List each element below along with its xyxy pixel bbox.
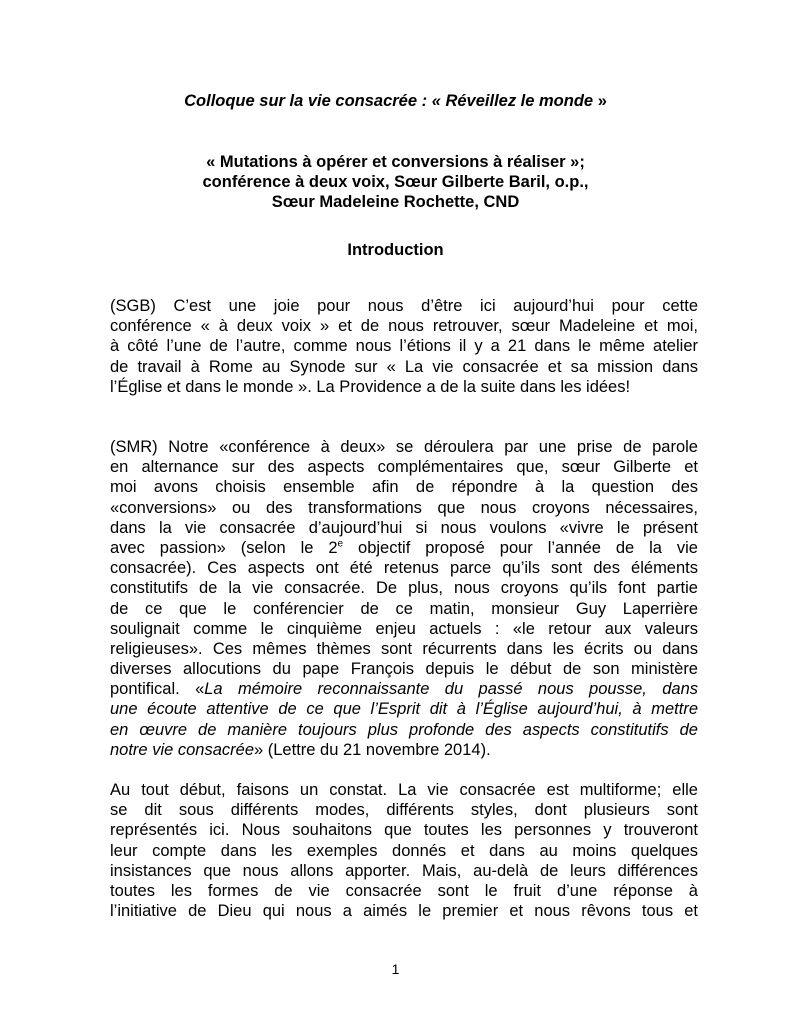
paragraph-line: conférence « à deux voix » et de nous retrouver, sœur Madeleine et moi, [110, 317, 698, 336]
document-title-italic: Colloque sur la vie consacrée : « Réveillez le monde [184, 92, 594, 110]
subtitle-line-2: conférence à deux voix, Sœur Gilberte Baril, o.p., [202, 173, 589, 191]
paragraph-constat [110, 780, 698, 921]
paragraph-line: constitutifs de la vie consacrée. De plus, nous croyons qu’ils font partie [110, 579, 698, 598]
line-segment: avec passion» (selon le 2 [110, 538, 338, 557]
paragraph-line [110, 720, 698, 740]
paragraph-sgb-intro [110, 296, 698, 397]
paragraph-line: dans la vie consacrée d’aujourd’hui si nous voulons «vivre le présent [110, 518, 698, 537]
quote-italic: une écoute attentive de ce que l’Esprit dit à l’Église aujourd’hui, à mettre [110, 700, 698, 719]
paragraph-line: diverses allocutions du pape François depuis le début de son ministère [110, 660, 698, 679]
document-title-closing-quote: » [593, 92, 607, 110]
paragraph-line: se dit sous différents modes, différents styles, dont plusieurs sont [110, 801, 698, 820]
paragraph-line: «conversions» ou des transformations que nous croyons nécessaires, [110, 498, 698, 517]
paragraph-line: moi avons choisis ensemble afin de répondre à la question des [110, 478, 698, 497]
paragraph-smr-intro [110, 437, 698, 760]
line-segment: objectif proposé pour l’année de la vie [343, 538, 698, 557]
paragraph-line [110, 538, 698, 558]
subtitle-line-3: Sœur Madeleine Rochette, CND [271, 193, 520, 211]
paragraph-line: représentés ici. Nous souhaitons que toutes les personnes y trouveront [110, 821, 698, 840]
paragraph-line: l’initiative de Dieu qui nous a aimés le premier et nous rêvons tous et [110, 902, 698, 921]
paragraph-line: soulignait comme le cinquième enjeu actuels : «le retour aux valeurs [110, 619, 698, 638]
paragraph-line: consacrée). Ces aspects ont été retenus parce qu’ils sont des éléments [110, 559, 698, 578]
quote-italic: en œuvre de manière toujours plus profonde des aspects constitutifs de [110, 720, 698, 739]
paragraph-line: religieuses». Ces mêmes thèmes sont récurrents dans les écrits ou dans [110, 639, 698, 658]
paragraph-line [110, 740, 698, 760]
section-heading: Introduction [347, 241, 444, 259]
paragraph-line: insistances que nous allons apporter. Mais, au-delà de leurs différences [110, 861, 698, 880]
paragraph-line: (SGB) C’est une joie pour nous d’être ici aujourd’hui pour cette [110, 297, 698, 315]
paragraph-line: Au tout début, faisons un constat. La vie consacrée est multiforme; elle [110, 781, 698, 799]
paragraph-line: leur compte dans les exemples donnés et dans au moins quelques [110, 841, 698, 860]
paragraph-line: en alternance sur des aspects complémentaires que, sœur Gilberte et [110, 458, 698, 477]
quote-italic: notre vie consacrée [110, 740, 254, 759]
quote-italic: La mémoire reconnaissante du passé nous pousse, dans [204, 680, 698, 699]
line-segment: pontifical. « [110, 680, 205, 699]
paragraph-line: l’Église et dans le monde ». La Providence a de la suite dans les idées! [110, 377, 631, 396]
page-number: 1 [391, 961, 400, 977]
ordinal-superscript: e [337, 538, 344, 550]
paragraph-line [110, 699, 698, 719]
paragraph-line [110, 679, 698, 699]
paragraph-line: toutes les formes de vie consacrée sont le fruit d’une réponse à [110, 881, 698, 900]
paragraph-line: à côté l’une de l’autre, comme nous l’étions il y a 21 dans le même atelier [110, 337, 698, 356]
document-title [0, 91, 791, 111]
paragraph-line: de travail à Rome au Synode sur « La vie consacrée et sa mission dans [110, 357, 698, 376]
paragraph-line: de ce que le conférencier de ce matin, monsieur Guy Laperrière [110, 599, 698, 618]
subtitle-line-1: « Mutations à opérer et conversions à réaliser »; [206, 153, 585, 171]
line-segment: » (Lettre du 21 novembre 2014). [254, 740, 491, 759]
paragraph-line: (SMR) Notre «conférence à deux» se déroulera par une prise de parole [110, 438, 698, 456]
